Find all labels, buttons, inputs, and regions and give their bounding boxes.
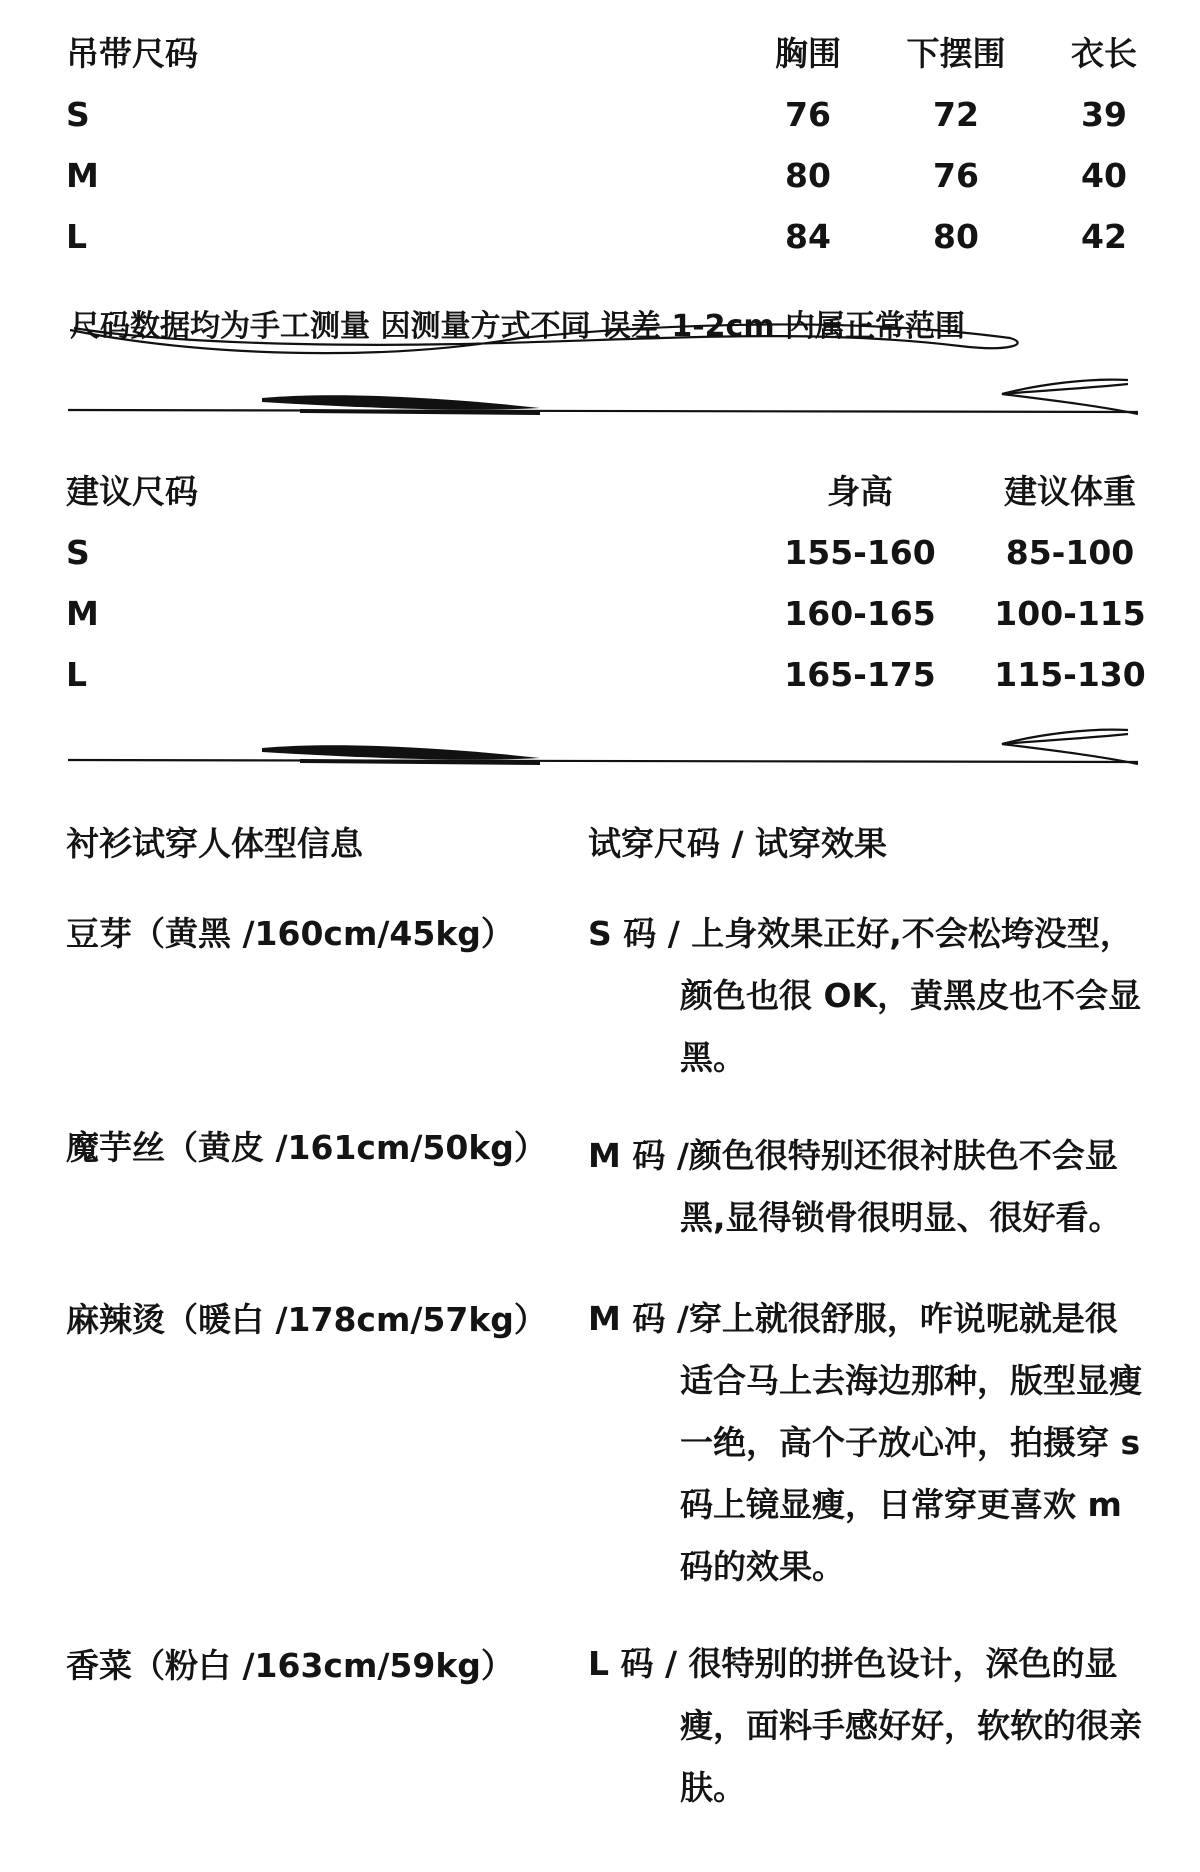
weight-value: 100-115 xyxy=(994,594,1146,633)
hem-header: 下摆围 xyxy=(906,34,1006,73)
size-row-l xyxy=(66,209,1140,265)
height-header: 身高 xyxy=(827,472,893,511)
weight-value: 115-130 xyxy=(994,655,1146,694)
chest-value: 84 xyxy=(785,217,831,256)
trial-header-left: 衬衫试穿人体型信息 xyxy=(66,824,363,863)
length-value: 39 xyxy=(1081,95,1127,134)
size-table-header xyxy=(66,26,1140,82)
length-header: 衣长 xyxy=(1071,34,1137,73)
height-value: 160-165 xyxy=(784,594,936,633)
trial-result-3-wrap xyxy=(588,1288,1148,1598)
size-label: S xyxy=(66,95,90,134)
trial-person-3: 麻辣烫（暖白 /178cm/57kg） xyxy=(66,1300,547,1339)
recommend-table-header xyxy=(66,464,1140,520)
divider-arrow-1 xyxy=(1002,380,1138,414)
measurement-note: 尺码数据均为手工测量 因测量方式不同 误差 1-2cm 内属正常范围 xyxy=(70,309,966,344)
size-label: S xyxy=(66,533,90,572)
height-value: 155-160 xyxy=(784,533,936,572)
size-row-s xyxy=(66,87,1140,143)
divider-line-1 xyxy=(68,410,1138,412)
divider-swoosh-1 xyxy=(262,395,540,409)
size-row-m xyxy=(66,148,1140,204)
chest-value: 80 xyxy=(785,156,831,195)
trial-person-2: 魔芋丝（黄皮 /161cm/50kg） xyxy=(66,1128,547,1167)
chest-header: 胸围 xyxy=(775,34,841,73)
trial-result-2: M 码 /颜色很特别还很衬肤色不会显黑,显得锁骨很明显、很好看。 xyxy=(588,1136,1122,1237)
hem-value: 72 xyxy=(933,95,979,134)
hem-value: 80 xyxy=(933,217,979,256)
divider-bold-1 xyxy=(300,409,540,415)
divider-swoosh-2 xyxy=(262,745,540,759)
trial-person-1: 豆芽（黄黑 /160cm/45kg） xyxy=(66,914,514,953)
height-value: 165-175 xyxy=(784,655,936,694)
trial-result-4-wrap xyxy=(588,1633,1148,1819)
recommend-row-s xyxy=(66,525,1140,581)
divider-line-2 xyxy=(68,760,1138,762)
hem-value: 76 xyxy=(933,156,979,195)
trial-result-2-wrap xyxy=(588,1125,1148,1249)
weight-header: 建议体重 xyxy=(1004,472,1136,511)
recommend-header-label: 建议尺码 xyxy=(66,472,198,511)
size-label: M xyxy=(66,156,99,195)
chest-value: 76 xyxy=(785,95,831,134)
recommend-row-m xyxy=(66,586,1146,642)
size-label: M xyxy=(66,594,99,633)
trial-result-3: M 码 /穿上就很舒服，咋说呢就是很适合马上去海边那种，版型显瘦一绝，高个子放心冲，拍摄穿 s 码上镜显瘦，日常穿更喜欢 m 码的效果。 xyxy=(588,1299,1142,1586)
size-header-label: 吊带尺码 xyxy=(66,34,198,73)
trial-header-right: 试穿尺码 / 试穿效果 xyxy=(588,824,888,863)
length-value: 42 xyxy=(1081,217,1127,256)
divider-bold-2 xyxy=(300,759,540,765)
trial-result-4: L 码 / 很特别的拼色设计，深色的显瘦，面料手感好好，软软的很亲肤。 xyxy=(588,1644,1142,1807)
trial-result-1-wrap xyxy=(588,903,1148,1089)
trial-result-1: S 码 / 上身效果正好,不会松垮没型，颜色也很 OK，黄黑皮也不会显黑。 xyxy=(588,914,1142,1077)
size-label: L xyxy=(66,217,88,256)
trial-person-4: 香菜（粉白 /163cm/59kg） xyxy=(66,1646,514,1685)
weight-value: 85-100 xyxy=(1005,533,1135,572)
size-label: L xyxy=(66,655,88,694)
recommend-row-l xyxy=(66,647,1146,703)
length-value: 40 xyxy=(1081,156,1127,195)
divider-arrow-2 xyxy=(1002,730,1138,764)
